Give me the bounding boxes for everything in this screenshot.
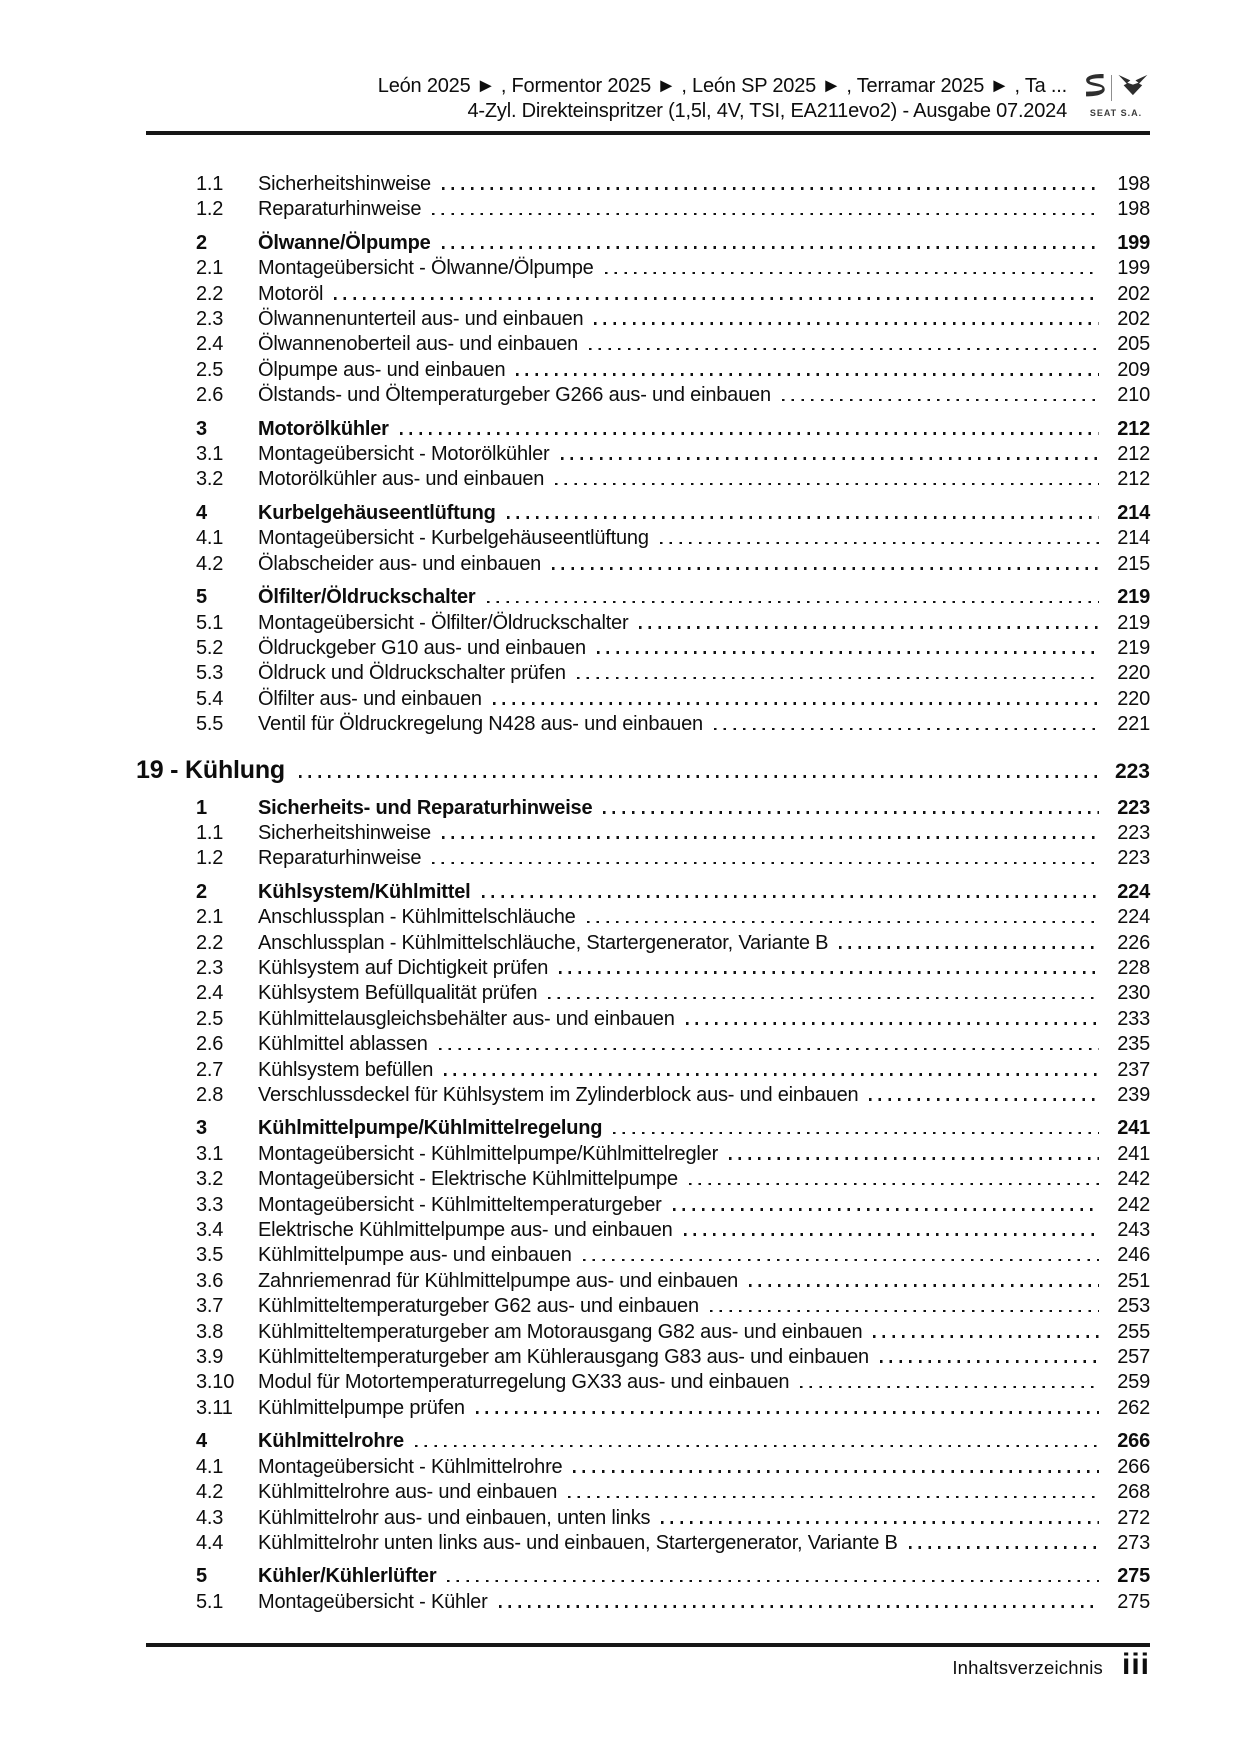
entry-number: 5.3 <box>196 662 224 685</box>
entry-number: 3.2 <box>196 1168 224 1191</box>
page-header <box>146 74 1150 124</box>
entry-number: 5.1 <box>196 611 224 634</box>
dot-leader <box>589 348 1099 351</box>
entry-page: 243 <box>1117 1219 1150 1242</box>
entry-page: 241 <box>1117 1142 1150 1165</box>
entry-number: 4 <box>196 1430 207 1453</box>
entry-number: 5 <box>196 1565 207 1588</box>
entry-number: 3 <box>196 1117 207 1140</box>
entry-title: Sicherheitshinweise <box>258 821 431 844</box>
footer-label: Inhaltsverzeichnis <box>952 1657 1103 1678</box>
dot-leader <box>583 1259 1099 1262</box>
entry-number: 2.5 <box>196 1007 224 1030</box>
toc-entry <box>128 1370 1150 1395</box>
entry-number: 2.8 <box>196 1084 224 1106</box>
entry-number: 4.4 <box>196 1531 224 1554</box>
header-engine-line: 4-Zyl. Direkteinspritzer (1,5l, 4V, TSI, EA211evo2) - Ausgabe 07.2024 <box>467 100 1067 122</box>
entry-page: 272 <box>1117 1506 1150 1529</box>
toc-entry <box>128 282 1150 307</box>
toc-entry <box>128 1455 1150 1480</box>
entry-page: 199 <box>1117 257 1150 280</box>
entry-page: 235 <box>1117 1033 1150 1056</box>
entry-number: 3.9 <box>196 1346 224 1369</box>
entry-title: Zahnriemenrad für Kühlmittelpumpe aus- und einbauen <box>258 1269 739 1292</box>
toc-entry <box>128 1345 1150 1370</box>
dot-leader <box>555 483 1099 486</box>
entry-number: 2.6 <box>196 384 224 407</box>
dot-leader <box>442 187 1099 190</box>
entry-title: Motorölkühler aus- und einbauen <box>258 468 545 491</box>
entry-number: 1 <box>196 796 207 819</box>
toc-entry <box>128 1218 1150 1243</box>
toc-entry <box>128 1294 1150 1319</box>
entry-number: 2.5 <box>196 358 224 381</box>
entry-title: Ölwannenunterteil aus- und einbauen <box>258 308 584 331</box>
entry-number: 2 <box>196 880 207 903</box>
entry-page: 214 <box>1117 527 1150 550</box>
entry-title: Montageübersicht - Kurbelgehäuseentlüftung <box>258 527 649 550</box>
entry-page: 273 <box>1117 1531 1150 1554</box>
entry-page: 219 <box>1117 611 1150 634</box>
entry-page: 275 <box>1117 1565 1150 1588</box>
dot-leader <box>432 862 1099 865</box>
dot-leader <box>689 1183 1099 1186</box>
toc-entry <box>128 1167 1150 1192</box>
dot-leader <box>573 1470 1099 1473</box>
entry-page: 202 <box>1117 282 1150 305</box>
toc-entry <box>128 552 1150 577</box>
entry-page: 209 <box>1117 358 1150 381</box>
entry-page: 223 <box>1117 847 1150 870</box>
entry-number: 2.1 <box>196 257 224 280</box>
entry-number: 3.1 <box>196 443 224 466</box>
toc-entry <box>128 332 1150 357</box>
entry-title: Kühlsystem Befüllqualität prüfen <box>258 982 538 1005</box>
entry-title: Kühlmittelpumpe/Kühlmittelregelung <box>258 1117 603 1140</box>
dot-leader <box>561 457 1099 460</box>
dot-leader <box>568 1496 1099 1499</box>
entry-number: 2.4 <box>196 333 224 356</box>
entry-title: Montageübersicht - Ölfilter/Öldruckschalter <box>258 611 629 634</box>
entry-page: 212 <box>1117 468 1150 491</box>
dot-leader <box>800 1386 1099 1389</box>
entry-page: 233 <box>1117 1007 1150 1030</box>
entry-title: Ölpumpe aus- und einbauen <box>258 358 506 381</box>
entry-title: Reparaturhinweise <box>258 847 422 870</box>
entry-title: Kühlmitteltemperaturgeber G62 aus- und einbauen <box>258 1295 699 1318</box>
toc-entry <box>128 526 1150 551</box>
dot-leader <box>552 567 1099 570</box>
entry-number: 2.3 <box>196 956 224 979</box>
toc-entry <box>128 1007 1150 1032</box>
toc-entry <box>128 1116 1150 1141</box>
dot-leader <box>710 1310 1099 1313</box>
entry-title: Ölabscheider aus- und einbauen <box>258 552 542 575</box>
toc-entry <box>128 1320 1150 1345</box>
entry-title: Kühlsystem auf Dichtigkeit prüfen <box>258 956 549 979</box>
dot-leader <box>749 1284 1099 1287</box>
entry-number: 2 <box>196 231 207 254</box>
toc-entry <box>128 1429 1150 1454</box>
toc-entry <box>128 256 1150 281</box>
dot-leader <box>909 1546 1099 1549</box>
footer-page-number: iii <box>1121 1648 1150 1681</box>
header-text-block <box>378 74 1067 124</box>
entry-number: 3.8 <box>196 1320 224 1343</box>
dot-leader <box>714 728 1099 731</box>
entry-number: 4.2 <box>196 1481 224 1504</box>
entry-number: 3.11 <box>196 1396 233 1419</box>
entry-number: 5.2 <box>196 636 224 659</box>
entry-page: 198 <box>1117 198 1150 221</box>
entry-title: Öldruck und Öldruckschalter prüfen <box>258 662 566 685</box>
entry-title: Modul für Motortemperaturregelung GX33 aus- und einbauen <box>258 1371 790 1394</box>
entry-title: Kühlmitteltemperaturgeber am Kühlerausgang G83 aus- und einbauen <box>258 1346 869 1369</box>
toc-entry <box>128 1269 1150 1294</box>
dot-leader <box>661 1521 1099 1524</box>
toc-entry <box>128 1506 1150 1531</box>
toc-chapter-heading <box>128 754 1150 788</box>
toc-entry <box>128 1032 1150 1057</box>
entry-page: 242 <box>1117 1193 1150 1216</box>
entry-title: Motorölkühler <box>258 417 389 440</box>
entry-page: 237 <box>1117 1058 1150 1081</box>
entry-title: Reparaturhinweise <box>258 198 422 221</box>
header-rule <box>146 131 1150 135</box>
toc-entry <box>128 172 1150 197</box>
entry-title: Kühlsystem/Kühlmittel <box>258 880 471 903</box>
entry-number: 2.2 <box>196 931 224 954</box>
toc-entry <box>128 687 1150 712</box>
entry-number: 3.2 <box>196 468 224 491</box>
toc-entry <box>128 442 1150 467</box>
dot-leader <box>516 373 1099 376</box>
toc-entry <box>128 846 1150 871</box>
entry-title: Sicherheits- und Reparaturhinweise <box>258 796 593 819</box>
entry-page: 226 <box>1117 931 1150 954</box>
entry-number: 2.4 <box>196 982 224 1005</box>
seat-logo-icon <box>1085 73 1105 103</box>
entry-number: 3.5 <box>196 1244 224 1267</box>
entry-number: 3.1 <box>196 1142 224 1165</box>
entry-title: Kühlmitteltemperaturgeber am Motorausgang G82 aus- und einbauen <box>258 1320 863 1343</box>
toc-entry <box>128 307 1150 332</box>
entry-number: 4.1 <box>196 527 224 550</box>
entry-title: Kühlmittel ablassen <box>258 1033 428 1056</box>
dot-leader <box>334 297 1099 300</box>
entry-page: 262 <box>1117 1396 1150 1419</box>
dot-leader <box>432 213 1099 216</box>
entry-page: 266 <box>1117 1430 1150 1453</box>
entry-number: 5.1 <box>196 1590 224 1613</box>
entry-title: Kühlsystem befüllen <box>258 1058 434 1081</box>
toc-entry <box>128 417 1150 442</box>
entry-number: 5.5 <box>196 713 224 736</box>
entry-page: 202 <box>1117 308 1150 331</box>
entry-title: Montageübersicht - Ölwanne/Ölpumpe <box>258 257 594 280</box>
dot-leader <box>603 811 1099 814</box>
page-footer <box>952 1650 1150 1680</box>
dot-leader <box>493 702 1099 705</box>
toc-entry <box>128 501 1150 526</box>
dot-leader <box>487 601 1100 604</box>
entry-page: 219 <box>1117 586 1150 609</box>
dot-leader <box>400 432 1099 435</box>
footer-rule <box>146 1643 1150 1647</box>
dot-leader <box>605 272 1099 275</box>
entry-title: Montageübersicht - Motorölkühler <box>258 443 550 466</box>
dot-leader <box>587 921 1099 924</box>
entry-page: 259 <box>1117 1371 1150 1394</box>
entry-page: 223 <box>1117 796 1150 819</box>
toc-entry <box>128 1083 1150 1108</box>
entry-page: 205 <box>1117 333 1150 356</box>
entry-page: 210 <box>1117 384 1150 407</box>
entry-page: 215 <box>1117 552 1150 575</box>
dot-leader <box>442 836 1099 839</box>
entry-title: Kühlmittelrohr aus- und einbauen, unten links <box>258 1506 651 1529</box>
dot-leader <box>673 1208 1099 1211</box>
toc-entry <box>128 383 1150 408</box>
dot-leader <box>869 1098 1099 1101</box>
dot-leader <box>447 1580 1099 1583</box>
dot-leader <box>442 246 1099 249</box>
dot-leader <box>548 997 1099 1000</box>
entry-page: 223 <box>1117 821 1150 844</box>
dot-leader <box>299 775 1099 778</box>
entry-number: 1.2 <box>196 847 224 870</box>
entry-title: Kühler/Kühlerlüfter <box>258 1565 437 1588</box>
entry-page: 219 <box>1117 636 1150 659</box>
entry-page: 198 <box>1117 173 1150 195</box>
entry-page: 212 <box>1117 417 1150 440</box>
entry-page: 266 <box>1117 1455 1150 1478</box>
entry-title: Kurbelgehäuseentlüftung <box>258 501 496 524</box>
entry-title: Kühlmittelpumpe aus- und einbauen <box>258 1244 572 1267</box>
dot-leader <box>880 1360 1099 1363</box>
entry-title: Ölwanne/Ölpumpe <box>258 231 431 254</box>
toc-entry <box>128 611 1150 636</box>
entry-title: Ölfilter/Öldruckschalter <box>258 586 476 609</box>
entry-title: Ölwannenoberteil aus- und einbauen <box>258 333 579 356</box>
logo-caption: SEAT S.A. <box>1089 108 1143 118</box>
entry-title: Elektrische Kühlmittelpumpe aus- und einbauen <box>258 1219 673 1242</box>
entry-number: 1.1 <box>196 173 224 195</box>
toc-entry <box>128 1396 1150 1421</box>
entry-title: Verschlussdeckel für Kühlsystem im Zylinderblock aus- und einbauen <box>258 1084 859 1106</box>
cupra-logo-icon <box>1118 74 1148 101</box>
entry-number: 3 <box>196 417 207 440</box>
toc <box>128 172 1150 1615</box>
entry-number: 3.10 <box>196 1371 235 1394</box>
header-models-line: León 2025 ► , Formentor 2025 ► , León SP 2025 ► , Terramar 2025 ► , Ta ... <box>377 75 1067 97</box>
dot-leader <box>482 895 1100 898</box>
dot-leader <box>499 1605 1099 1608</box>
brand-logo-block <box>1082 74 1150 118</box>
dot-leader <box>686 1022 1099 1025</box>
toc-entry <box>128 1243 1150 1268</box>
toc-entry <box>128 880 1150 905</box>
entry-title: Kühlmittelpumpe prüfen <box>258 1396 465 1419</box>
entry-number: 5.4 <box>196 687 224 710</box>
entry-page: 246 <box>1117 1244 1150 1267</box>
toc-entry <box>128 661 1150 686</box>
entry-number: 2.6 <box>196 1033 224 1056</box>
entry-title: Ölfilter aus- und einbauen <box>258 687 482 710</box>
dot-leader <box>594 322 1099 325</box>
toc-entry <box>128 1564 1150 1589</box>
dot-leader <box>476 1411 1099 1414</box>
entry-number: 3.3 <box>196 1193 224 1216</box>
entry-title: Kühlmittelrohr unten links aus- und einbauen, Startergenerator, Variante B <box>258 1531 898 1554</box>
entry-number: 4.3 <box>196 1506 224 1529</box>
toc-entry <box>128 1531 1150 1556</box>
dot-leader <box>782 399 1099 402</box>
entry-title: Montageübersicht - Elektrische Kühlmittelpumpe <box>258 1168 678 1191</box>
entry-page: 268 <box>1117 1481 1150 1504</box>
entry-title: Kühlmittelrohre <box>258 1430 404 1453</box>
entry-title: Motoröl <box>258 282 324 305</box>
entry-title: Öldruckgeber G10 aus- und einbauen <box>258 636 586 659</box>
dot-leader <box>660 542 1099 545</box>
toc-entry <box>128 821 1150 846</box>
chapter-page: 223 <box>1114 759 1150 783</box>
entry-page: 230 <box>1117 982 1150 1005</box>
entry-page: 257 <box>1117 1346 1150 1369</box>
entry-title: Anschlussplan - Kühlmittelschläuche, Startergenerator, Variante B <box>258 931 829 954</box>
entry-number: 5 <box>196 586 207 609</box>
entry-number: 3.6 <box>196 1269 224 1292</box>
toc-entry <box>128 1142 1150 1167</box>
toc-entry <box>128 956 1150 981</box>
toc-entry <box>128 1193 1150 1218</box>
toc-entry <box>128 585 1150 610</box>
dot-leader <box>597 651 1099 654</box>
entry-number: 2.2 <box>196 282 224 305</box>
entry-page: 253 <box>1117 1295 1150 1318</box>
entry-title: Montageübersicht - Kühlmittelpumpe/Kühlmittelregler <box>258 1142 719 1165</box>
entry-page: 228 <box>1117 956 1150 979</box>
toc-entry <box>128 1480 1150 1505</box>
entry-number: 4 <box>196 501 207 524</box>
entry-page: 212 <box>1117 443 1150 466</box>
entry-title: Ventil für Öldruckregelung N428 aus- und einbauen <box>258 713 703 736</box>
entry-number: 2.7 <box>196 1058 224 1081</box>
dot-leader <box>559 971 1099 974</box>
entry-page: 224 <box>1117 880 1150 903</box>
entry-title: Montageübersicht - Kühler <box>258 1590 488 1613</box>
dot-leader <box>444 1073 1099 1076</box>
dot-leader <box>684 1233 1099 1236</box>
dot-leader <box>507 516 1099 519</box>
entry-number: 1.2 <box>196 198 224 221</box>
logo-divider <box>1111 75 1112 101</box>
entry-page: 199 <box>1117 231 1150 254</box>
toc-entry <box>128 197 1150 222</box>
entry-number: 4.2 <box>196 552 224 575</box>
entry-title: Kühlmittelrohre aus- und einbauen <box>258 1481 558 1504</box>
entry-number: 3.7 <box>196 1295 224 1318</box>
entry-page: 242 <box>1117 1168 1150 1191</box>
dot-leader <box>639 626 1099 629</box>
entry-number: 2.3 <box>196 308 224 331</box>
entry-title: Montageübersicht - Kühlmitteltemperaturgeber <box>258 1193 662 1216</box>
dot-leader <box>873 1335 1099 1338</box>
toc-entry <box>128 981 1150 1006</box>
entry-page: 220 <box>1117 662 1150 685</box>
entry-number: 2.1 <box>196 906 224 929</box>
entry-title: Kühlmittelausgleichsbehälter aus- und einbauen <box>258 1007 675 1030</box>
toc-entry <box>128 358 1150 383</box>
toc-entry <box>128 796 1150 821</box>
entry-title: Sicherheitshinweise <box>258 173 431 195</box>
entry-page: 251 <box>1117 1269 1150 1292</box>
entry-page: 214 <box>1117 501 1150 524</box>
entry-title: Montageübersicht - Kühlmittelrohre <box>258 1455 563 1478</box>
toc-entry <box>128 467 1150 492</box>
entry-number: 3.4 <box>196 1219 224 1242</box>
dot-leader <box>613 1132 1099 1135</box>
entry-page: 239 <box>1117 1084 1150 1106</box>
toc-entry <box>128 231 1150 256</box>
entry-number: 1.1 <box>196 821 224 844</box>
dot-leader <box>439 1048 1099 1051</box>
entry-title: Anschlussplan - Kühlmittelschläuche <box>258 906 576 929</box>
entry-number: 4.1 <box>196 1455 224 1478</box>
entry-title: Ölstands- und Öltemperaturgeber G266 aus- und einbauen <box>258 384 771 407</box>
entry-page: 224 <box>1117 906 1150 929</box>
entry-page: 220 <box>1117 687 1150 710</box>
toc-entry <box>128 1590 1150 1615</box>
entry-page: 275 <box>1117 1590 1150 1613</box>
dot-leader <box>415 1445 1099 1448</box>
dot-leader <box>839 946 1099 949</box>
chapter-title: 19 - Kühlung <box>136 755 285 784</box>
dot-leader <box>577 677 1099 680</box>
entry-page: 255 <box>1117 1320 1150 1343</box>
toc-entry <box>128 712 1150 737</box>
dot-leader <box>729 1157 1099 1160</box>
entry-page: 221 <box>1117 713 1150 736</box>
toc-entry <box>128 636 1150 661</box>
toc-entry <box>128 1058 1150 1083</box>
toc-entry <box>128 931 1150 956</box>
entry-page: 241 <box>1117 1117 1150 1140</box>
toc-entry <box>128 905 1150 930</box>
